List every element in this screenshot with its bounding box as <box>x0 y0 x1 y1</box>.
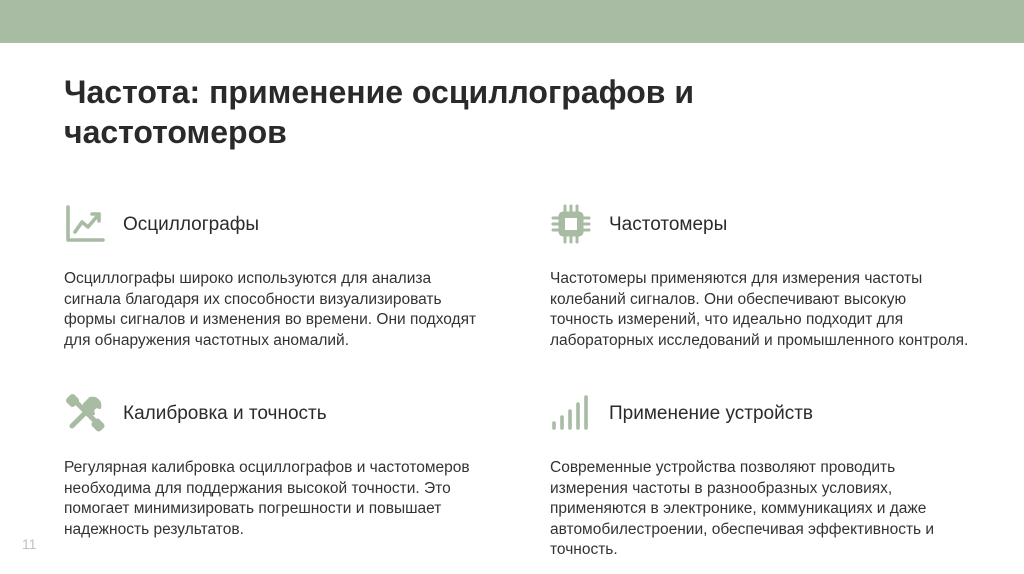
line-chart-icon <box>64 203 106 245</box>
card-applications <box>550 392 970 561</box>
card-oscilloscopes <box>64 203 484 351</box>
card-header <box>550 203 970 247</box>
card-heading: Применение устройств <box>609 403 814 424</box>
slide-title: Частота: применение осциллографов и частотомеров <box>64 74 694 150</box>
card-heading: Частотомеры <box>609 214 728 235</box>
card-body: Современные устройства позволяют проводить измерения частоты в разнообразных условиях, применяются в электронике, коммуникациях и даже автомобилестроении, обеспечивая эффективность и точность. <box>550 459 935 558</box>
card-body: Осциллографы широко используются для анализа сигнала благодаря их способности визуализировать формы сигналов и изменения во времени. Они подходят для обнаружения частотных аномалий. <box>64 270 477 349</box>
card-header <box>64 392 484 436</box>
card-heading: Осциллографы <box>123 214 260 235</box>
card-header <box>64 203 484 247</box>
signal-bars-icon <box>550 392 592 434</box>
tools-icon <box>64 392 106 434</box>
microchip-icon <box>550 203 592 245</box>
card-heading: Калибровка и точность <box>123 403 327 424</box>
card-body: Частотомеры применяются для измерения частоты колебаний сигналов. Они обеспечивают высокую точность измерений, что идеально подходит для лабораторных исследований и промышленного контроля. <box>550 270 969 349</box>
page-number: 11 <box>22 536 37 552</box>
card-calibration <box>64 392 484 540</box>
top-band <box>0 0 1024 43</box>
card-header <box>550 392 970 436</box>
card-body: Регулярная калибровка осциллографов и частотомеров необходима для поддержания высокой точности. Это помогает минимизировать погрешности и повышает надежность результатов. <box>64 459 470 538</box>
card-frequency-counters <box>550 203 970 351</box>
